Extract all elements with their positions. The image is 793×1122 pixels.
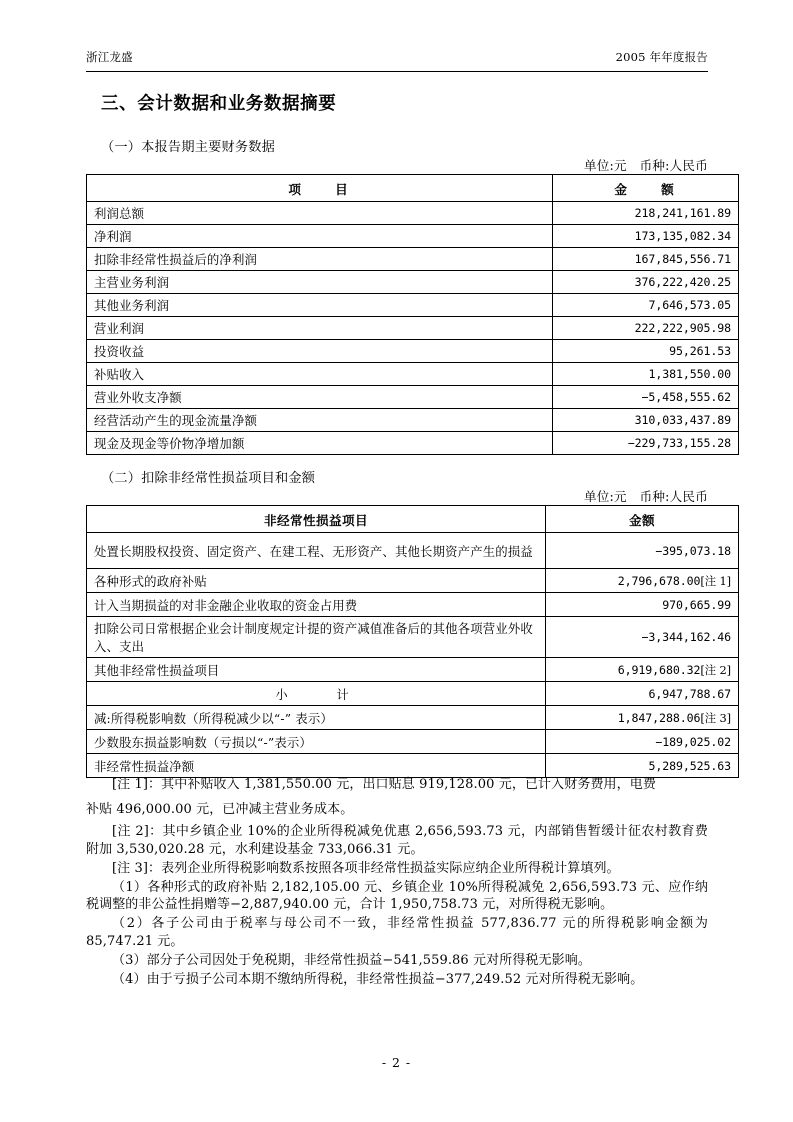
footnote-3-item-2: （2）各子公司由于税率与母公司不一致，非经常性损益 577,836.77 元的所得税影响金额为 85,747.21 元。	[86, 916, 708, 950]
row-label: 计入当期损益的对非金融企业收取的资金占用费	[87, 593, 546, 617]
table-row	[87, 202, 739, 225]
table-row	[87, 271, 739, 294]
footnote-3-item-1: （1）各种形式的政府补贴 2,182,105.00 元、乡镇企业 10%所得税减免 2,656,593.73 元、应作纳税调整的非公益性捐赠等−2,887,940.00 元，合计 1,950,758.73 元，对所得税无影响。	[86, 879, 708, 913]
row-label: 各种形式的政府补贴	[87, 569, 546, 593]
table-b-header-row	[87, 506, 739, 533]
row-label: 其他业务利润	[87, 294, 553, 317]
row-label: 少数股东损益影响数（亏损以“-”表示）	[87, 730, 546, 754]
table-row	[87, 363, 739, 386]
footnotes-block	[86, 772, 708, 990]
row-amount: −229,733,155.28	[553, 432, 739, 455]
row-label: 投资收益	[87, 340, 553, 363]
table-row	[87, 386, 739, 409]
subsection-heading-a: （一）本报告期主要财务数据	[101, 140, 276, 155]
page-title: 三、会计数据和业务数据摘要	[101, 94, 337, 114]
table-b-col-amount: 金额	[546, 506, 739, 533]
table-a-col-amount: 金 额	[553, 175, 739, 202]
footnote-1-line1: [注 1]：其中补贴收入 1,381,550.00 元，出口贴息 919,128.00 元，已计入财务费用，电费	[112, 777, 656, 792]
header-divider-rule	[86, 71, 708, 72]
table-a-header-row	[87, 175, 739, 202]
row-amount	[546, 617, 739, 658]
amount-value: −395,073.18	[655, 543, 731, 558]
subsection-heading-b: （二）扣除非经常性损益项目和金额	[101, 471, 316, 486]
row-label: 非经常性损益净额	[87, 754, 546, 778]
row-label: 小 计	[87, 682, 546, 706]
amount-value: 2,796,678.00	[617, 573, 701, 588]
row-amount: 222,222,905.98	[553, 317, 739, 340]
table-b-col-item: 非经常性损益项目	[87, 506, 546, 533]
table-row	[87, 432, 739, 455]
row-amount: 95,261.53	[553, 340, 739, 363]
header-report-title: 2005 年年度报告	[615, 50, 708, 64]
row-amount: 218,241,161.89	[553, 202, 739, 225]
row-amount	[546, 569, 739, 593]
row-label: 扣除公司日常根据企业会计制度规定计提的资产减值准备后的其他各项营业外收入、支出	[87, 617, 546, 658]
amount-value: −3,344,162.46	[641, 630, 731, 644]
table-row	[87, 248, 739, 271]
row-amount	[546, 658, 739, 682]
row-amount	[546, 730, 739, 754]
row-amount: 1,381,550.00	[553, 363, 739, 386]
row-label: 营业外收支净额	[87, 386, 553, 409]
row-label: 经营活动产生的现金流量净额	[87, 409, 553, 432]
footnote-3-item-4: （4）由于亏损子公司本期不缴纳所得税，非经常性损益−377,249.52 元对所得税无影响。	[112, 972, 644, 988]
amount-note-ref: [注 3]	[700, 710, 731, 725]
table-row	[87, 533, 739, 569]
table-row	[87, 569, 739, 593]
non-recurring-items-table	[86, 505, 739, 778]
row-amount: 7,646,573.05	[553, 294, 739, 317]
table-row	[87, 617, 739, 658]
table-a-col-item: 项 目	[87, 175, 553, 202]
table-a-head	[87, 175, 739, 202]
header-company-name: 浙江龙盛	[86, 50, 133, 64]
table-row	[87, 706, 739, 730]
row-label: 营业利润	[87, 317, 553, 340]
row-label: 扣除非经常性损益后的净利润	[87, 248, 553, 271]
table-b-head	[87, 506, 739, 533]
amount-value: 6,947,788.67	[648, 686, 731, 701]
row-label: 主营业务利润	[87, 271, 553, 294]
row-label: 其他非经常性损益项目	[87, 658, 546, 682]
table-row-subtotal	[87, 682, 739, 706]
amount-value: 6,919,680.32	[617, 662, 701, 677]
row-amount: 376,222,420.25	[553, 271, 739, 294]
table-row	[87, 225, 739, 248]
row-label: 减:所得税影响数（所得税减少以“-” 表示）	[87, 706, 546, 730]
table-row	[87, 294, 739, 317]
table-row	[87, 340, 739, 363]
footnote-3: [注 3]：表列企业所得税影响数系按照各项非经常性损益实际应纳企业所得税计算填列。	[112, 860, 620, 876]
row-amount: 173,135,082.34	[553, 225, 739, 248]
row-amount	[546, 706, 739, 730]
footnote-2: [注 2]：其中乡镇企业 10%的企业所得税减免优惠 2,656,593.73 元，内部销售暂缓计征农村教育费附加 3,530,020.28 元，水利建设基金 733,066.31 元。	[86, 823, 708, 857]
row-amount	[546, 682, 739, 706]
row-amount: 310,033,437.89	[553, 409, 739, 432]
amount-note-ref: [注 2]	[700, 662, 731, 677]
amount-note-ref: [注 1]	[700, 573, 731, 588]
row-label: 处置长期股权投资、固定资产、在建工程、无形资产、其他长期资产产生的损益	[87, 533, 546, 569]
row-amount	[546, 593, 739, 617]
row-label: 净利润	[87, 225, 553, 248]
table-a-body	[87, 202, 739, 455]
table-row	[87, 317, 739, 340]
unit-note-a: 单位:元 币种:人民币	[583, 158, 708, 173]
table-row	[87, 658, 739, 682]
footnote-3-item-3: （3）部分子公司因处于免税期，非经常性损益−541,559.86 元对所得税无影响。	[112, 953, 591, 969]
amount-value: 970,665.99	[662, 597, 731, 612]
table-row	[87, 409, 739, 432]
row-amount: 167,845,556.71	[553, 248, 739, 271]
row-label: 利润总额	[87, 202, 553, 225]
amount-value: −189,025.02	[655, 734, 731, 749]
table-row	[87, 730, 739, 754]
row-amount	[546, 533, 739, 569]
row-label: 补贴收入	[87, 363, 553, 386]
row-label: 现金及现金等价物净增加额	[87, 432, 553, 455]
amount-value: 1,847,288.06	[617, 710, 701, 725]
running-header	[86, 50, 708, 64]
unit-note-b: 单位:元 币种:人民币	[583, 489, 708, 504]
main-financial-data-table	[86, 174, 739, 455]
page-number-footer: - 2 -	[381, 1055, 412, 1070]
amount-value: 5,289,525.63	[648, 758, 731, 773]
table-b-body	[87, 533, 739, 778]
row-amount: −5,458,555.62	[553, 386, 739, 409]
footnote-1-line2: 补贴 496,000.00 元，已冲减主营业务成本。	[86, 802, 354, 818]
table-row	[87, 593, 739, 617]
